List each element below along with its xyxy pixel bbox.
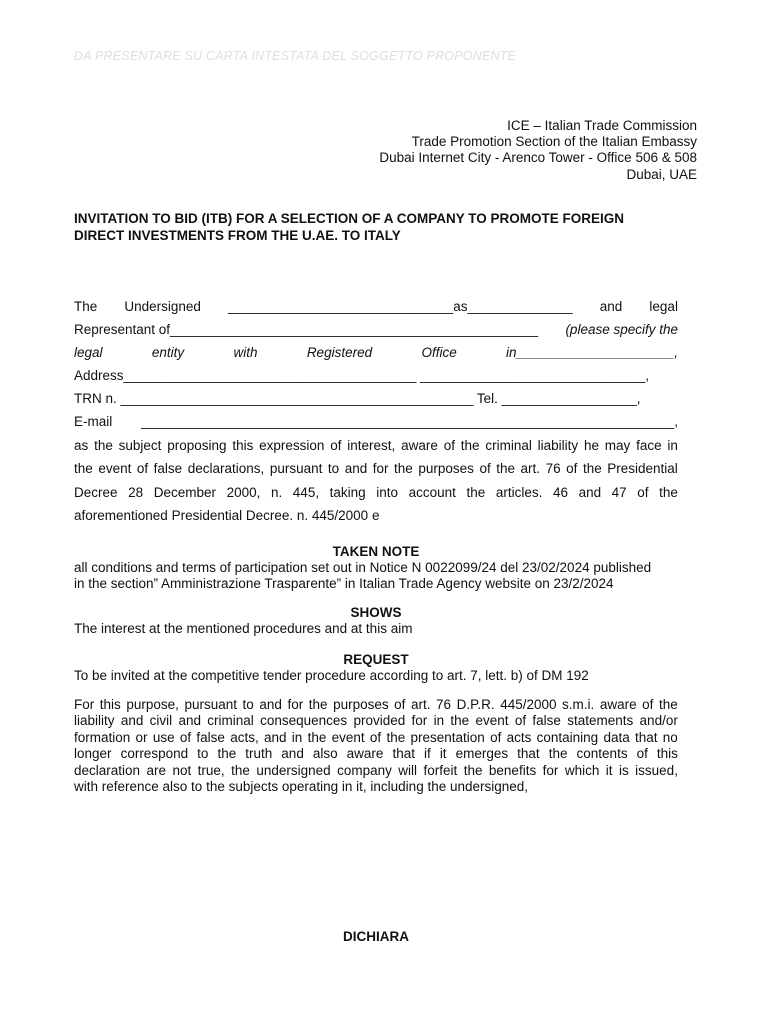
- form-text: legal: [74, 345, 103, 360]
- declaration-line: as the subject proposing this expression of interest, aware of the criminal liability he may face in: [74, 438, 678, 453]
- email-field[interactable]: _______________________________________________________________________,: [141, 414, 678, 429]
- purpose-line: with reference also to the subjects operating in it, including the undersigned,: [74, 779, 529, 795]
- declaration-paragraph: [74, 434, 678, 527]
- declaration-line: aforementioned Presidential Decree. n. 445/2000 e: [74, 507, 380, 523]
- purpose-line: declaration are not true, the undersigned company will forfeit the benefits for which it is issued,: [74, 762, 678, 778]
- recipient-line: Dubai Internet City - Arenco Tower - Office 506 & 508: [379, 150, 697, 166]
- taken-note-line: in the section” Amministrazione Trasparente” in Italian Trade Agency website on 23/2/2024: [74, 576, 614, 592]
- trn-tel-field[interactable]: TRN n. _______________________________________________ Tel. __________________,: [74, 391, 641, 406]
- form-text: with: [233, 345, 258, 360]
- representant-row: [74, 320, 678, 343]
- shows-text: [74, 621, 678, 637]
- declaration-line: Decree 28 December 2000, n. 445, taking into account the articles. 46 and 47 of the: [74, 484, 678, 500]
- form-text: Undersigned: [124, 299, 201, 314]
- form-text: The: [74, 299, 98, 314]
- form-text: (please specify the: [565, 322, 678, 337]
- address-row: [74, 366, 678, 389]
- purpose-paragraph: [74, 697, 678, 795]
- representant-field[interactable]: Representant of_________________________________________________: [74, 322, 538, 337]
- shows-heading: SHOWS: [350, 605, 402, 620]
- request-line: To be invited at the competitive tender procedure according to art. 7, lett. b) of DM 192: [74, 668, 589, 683]
- form-text: Registered: [306, 345, 373, 360]
- title-line: DIRECT INVESTMENTS FROM THE U.AE. TO ITALY: [74, 227, 401, 243]
- trn-tel-row: [74, 389, 678, 412]
- purpose-line: liability and civil and criminal consequences provided for in the event of false statements and/or: [74, 713, 678, 729]
- recipient-line: ICE – Italian Trade Commission: [507, 118, 697, 133]
- taken-note-text: [74, 560, 678, 593]
- title-line: INVITATION TO BID (ITB) FOR A SELECTION OF A COMPANY TO PROMOTE FOREIGN: [74, 211, 624, 226]
- form-text: E-mail: [74, 414, 113, 429]
- email-row: [74, 412, 678, 435]
- address-field[interactable]: Address_______________________________________ ______________________________,: [74, 368, 650, 383]
- letterhead-watermark: DA PRESENTARE SU CARTA INTESTATA DEL SOGGETTO PROPONENTE: [74, 49, 517, 63]
- undersigned-row: [74, 297, 678, 320]
- form-text: legal: [649, 299, 678, 314]
- dichiara-heading: DICHIARA: [343, 929, 409, 944]
- undersigned-name-field[interactable]: ______________________________as______________: [228, 299, 573, 314]
- recipient-line: Dubai, UAE: [626, 166, 697, 182]
- recipient-address: [277, 118, 697, 183]
- registered-office-field[interactable]: in_____________________,: [506, 345, 678, 360]
- form-text: and: [599, 299, 623, 314]
- taken-note-heading: TAKEN NOTE: [332, 544, 420, 559]
- purpose-line: formation or use of false acts, and in the event of the presentation of acts containing data that no: [74, 729, 678, 745]
- form-text: Office: [421, 345, 457, 360]
- recipient-line: Trade Promotion Section of the Italian Embassy: [411, 134, 697, 150]
- shows-line: The interest at the mentioned procedures and at this aim: [74, 621, 413, 636]
- declaration-line: the event of false declarations, pursuant to and for the purposes of the art. 76 of the Presidential: [74, 461, 678, 477]
- purpose-line: For this purpose, pursuant to and for the purposes of art. 76 D.P.R. 445/2000 s.m.i. aware of the: [74, 697, 678, 712]
- applicant-form: [74, 297, 678, 435]
- taken-note-line: all conditions and terms of participation set out in Notice N 0022099/24 del 23/02/2024 published: [74, 560, 652, 575]
- document-title: [74, 211, 674, 244]
- form-text: entity: [151, 345, 185, 360]
- request-text: [74, 668, 678, 684]
- request-heading: REQUEST: [343, 652, 409, 667]
- purpose-line: longer correspond to the truth and also aware that if it emerges that the contents of this: [74, 746, 678, 762]
- registered-office-row: [74, 343, 678, 366]
